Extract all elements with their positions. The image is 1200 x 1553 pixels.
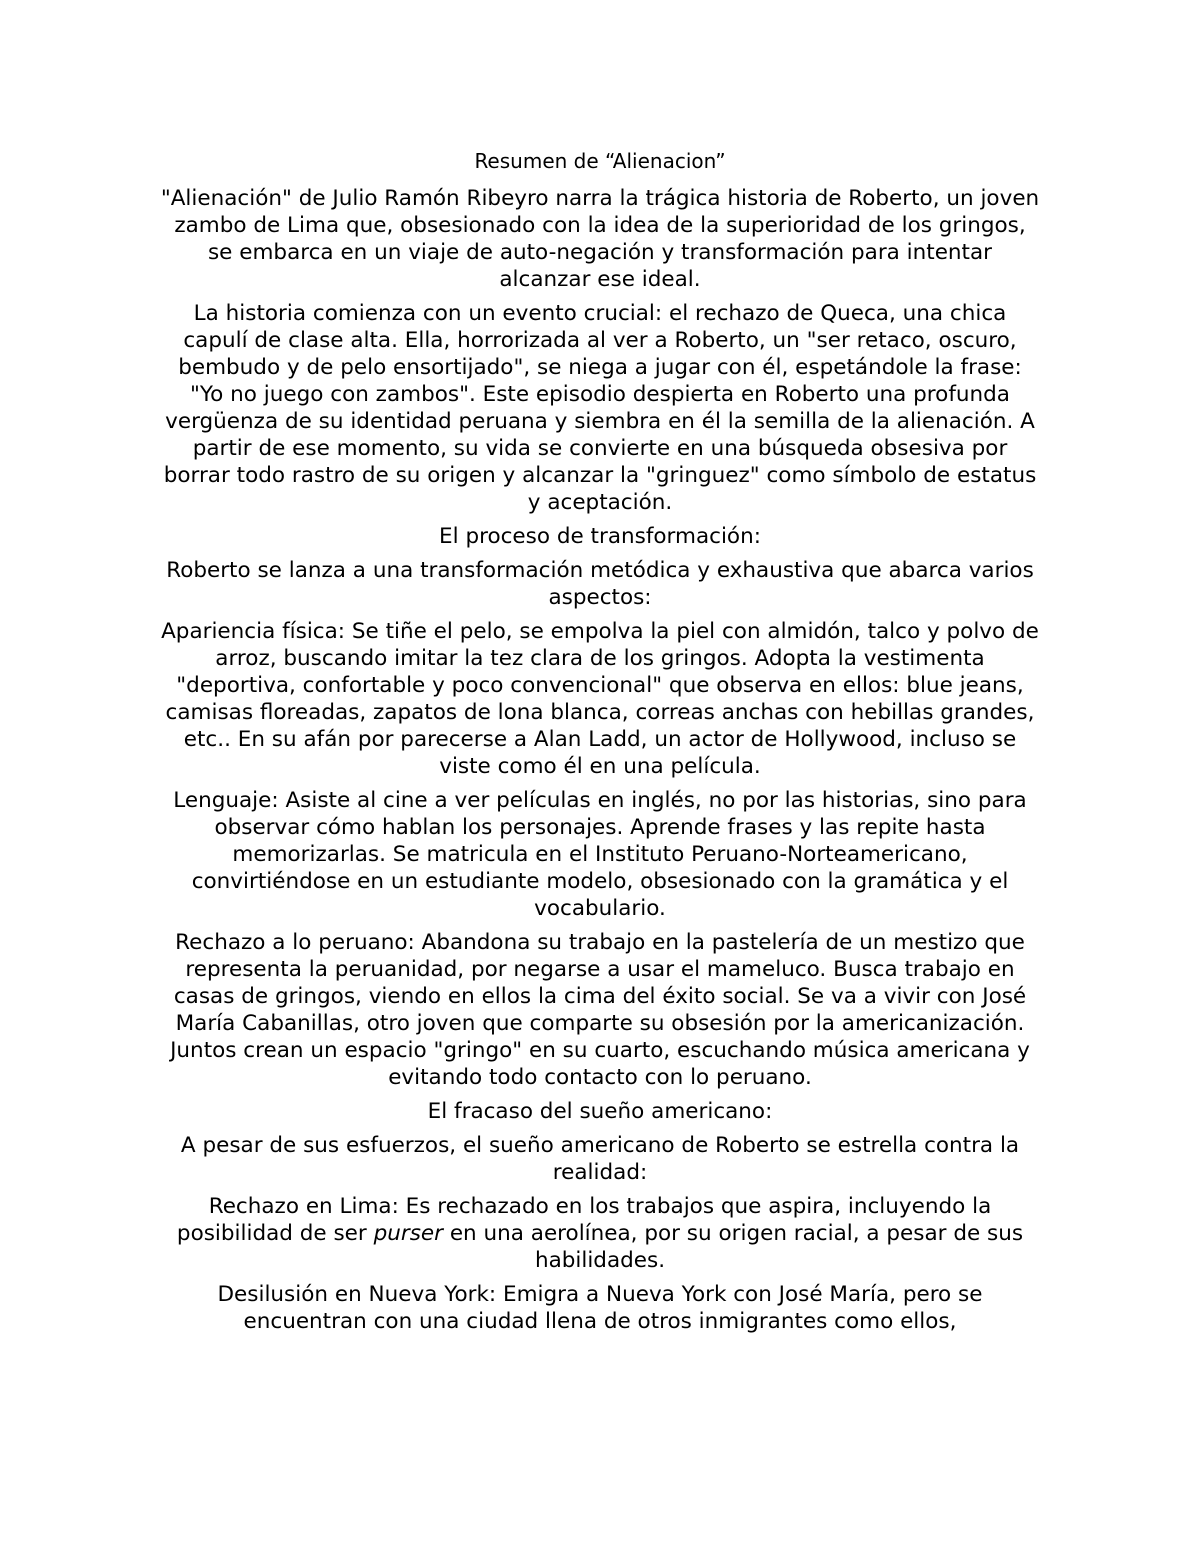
rejection-peruvian-paragraph: Rechazo a lo peruano: Abandona su trabajo en la pastelería de un mestizo que representa la peruanidad, por negarse a usar el mameluco. Busca trabajo en casas de gringos, viendo en ellos la cima del éxito social. Se va a vivir con José María Cabanillas, otro joven que comparte su obsesión por la americanización. Juntos crean un espacio "gringo" en su cuarto, escuchando música americana y evitando todo contacto con lo peruano.	[170, 930, 1030, 1090]
heading-process: El proceso de transformación:	[439, 524, 761, 549]
process-intro-paragraph: Roberto se lanza a una transformación metódica y exhaustiva que abarca varios aspectos:	[166, 558, 1034, 610]
appearance-paragraph: Apariencia física: Se tiñe el pelo, se empolva la piel con almidón, talco y polvo de arroz, buscando imitar la tez clara de los gringos. Adopta la vestimenta "deportiva, confortable y poco convencional" que observa en ellos: blue jeans, camisas floreadas, zapatos de lona blanca, correas anchas con hebillas grandes, etc.. En su afán por parecerse a Alan Ladd, un actor de Hollywood, incluso se viste como él en una película.	[161, 619, 1039, 779]
rejection-lima-text-end: en una aerolínea, por su origen racial, a pesar de sus habilidades.	[442, 1221, 1024, 1273]
story-paragraph: La historia comienza con un evento crucial: el rechazo de Queca, una chica capulí de clase alta. Ella, horrorizada al ver a Roberto, un "ser retaco, oscuro, bembudo y de pelo ensortijado", se niega a jugar con él, espetándole la frase: "Yo no juego con zambos". Este episodio despierta en Roberto una profunda vergüenza de su identidad peruana y siembra en él la semilla de la alienación. A partir de ese momento, su vida se convierte en una búsqueda obsesiva por borrar todo rastro de su origen y alcanzar la "gringuez" como símbolo de estatus y aceptación.	[163, 301, 1037, 515]
document-page	[160, 148, 1040, 1342]
rejection-lima-paragraph	[160, 1193, 1040, 1274]
disillusion-paragraph: Desilusión en Nueva York: Emigra a Nueva York con José María, pero se encuentran con una ciudad llena de otros inmigrantes como ellos,	[217, 1282, 983, 1334]
rejection-lima-text-start: Rechazo en Lima: Es rechazado en los trabajos que aspira, incluyendo la posibilidad de ser	[176, 1194, 992, 1246]
purser-term: purser	[373, 1221, 443, 1246]
failure-intro-paragraph: A pesar de sus esfuerzos, el sueño americano de Roberto se estrella contra la realidad:	[180, 1133, 1020, 1185]
intro-paragraph: "Alienación" de Julio Ramón Ribeyro narra la trágica historia de Roberto, un joven zambo de Lima que, obsesionado con la idea de la superioridad de los gringos, se embarca en un viaje de auto-negación y transformación para intentar alcanzar ese ideal.	[160, 186, 1040, 292]
heading-failure: El fracaso del sueño americano:	[427, 1099, 773, 1124]
document-title: Resumen de “Alienacion”	[474, 149, 726, 173]
language-paragraph: Lenguaje: Asiste al cine a ver películas en inglés, no por las historias, sino para observar cómo hablan los personajes. Aprende frases y las repite hasta memorizarlas. Se matricula en el Instituto Peruano-Norteamericano, convirtiéndose en un estudiante modelo, obsesionado con la gramática y el vocabulario.	[173, 788, 1027, 921]
